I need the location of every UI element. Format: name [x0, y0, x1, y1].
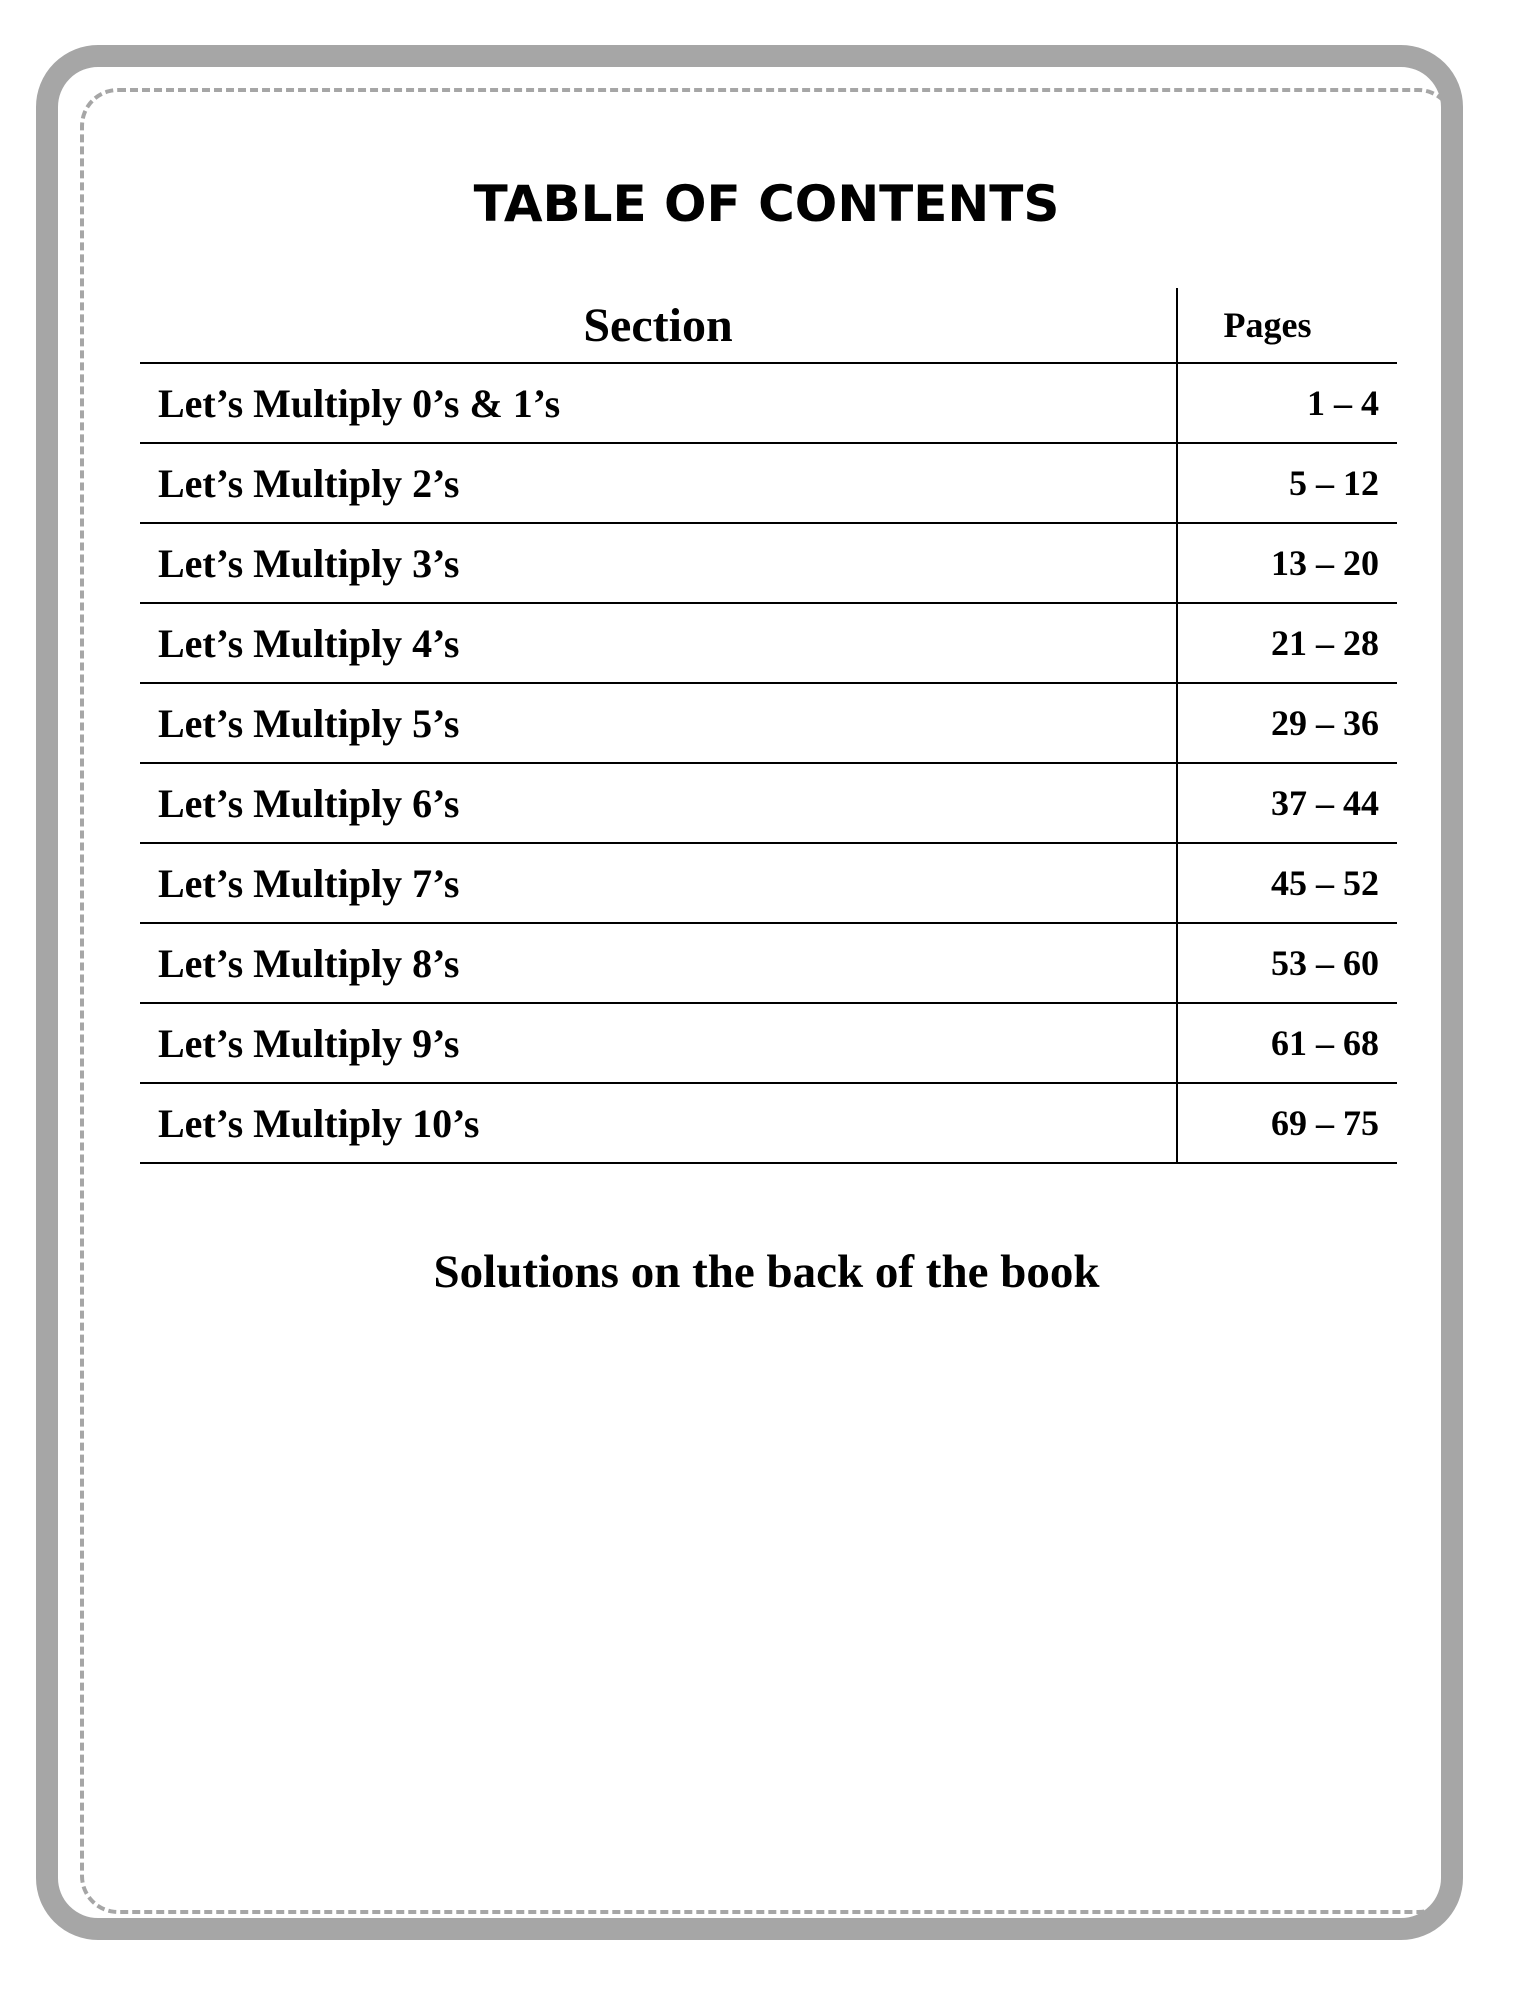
table-header-row: [140, 288, 1397, 363]
table-row: [140, 523, 1397, 603]
section-name: Let’s Multiply 0’s & 1’s: [140, 363, 1177, 443]
table-row: [140, 363, 1397, 443]
page-range: 53 – 60: [1177, 923, 1397, 1003]
table-row: [140, 843, 1397, 923]
page-range: 29 – 36: [1177, 683, 1397, 763]
page-range: 37 – 44: [1177, 763, 1397, 843]
section-name: Let’s Multiply 3’s: [140, 523, 1177, 603]
section-column-header: Section: [140, 288, 1177, 363]
page-range: 13 – 20: [1177, 523, 1397, 603]
section-name: Let’s Multiply 2’s: [140, 443, 1177, 523]
section-name: Let’s Multiply 10’s: [140, 1083, 1177, 1163]
table-row: [140, 683, 1397, 763]
section-name: Let’s Multiply 7’s: [140, 843, 1177, 923]
pages-column-header: Pages: [1177, 288, 1397, 363]
table-row: [140, 923, 1397, 1003]
page-range: 45 – 52: [1177, 843, 1397, 923]
table-row: [140, 443, 1397, 523]
section-name: Let’s Multiply 9’s: [140, 1003, 1177, 1083]
table-row: [140, 603, 1397, 683]
page-range: 69 – 75: [1177, 1083, 1397, 1163]
section-name: Let’s Multiply 5’s: [140, 683, 1177, 763]
section-name: Let’s Multiply 6’s: [140, 763, 1177, 843]
page-range: 61 – 68: [1177, 1003, 1397, 1083]
table-row: [140, 1083, 1397, 1163]
table-row: [140, 1003, 1397, 1083]
contents-table: [140, 288, 1397, 1164]
page-range: 5 – 12: [1177, 443, 1397, 523]
table-row: [140, 763, 1397, 843]
section-name: Let’s Multiply 8’s: [140, 923, 1177, 1003]
solutions-note: Solutions on the back of the book: [433, 1246, 1100, 1298]
page-title: TABLE OF CONTENTS: [473, 175, 1060, 233]
section-name: Let’s Multiply 4’s: [140, 603, 1177, 683]
page-range: 21 – 28: [1177, 603, 1397, 683]
page-range: 1 – 4: [1177, 363, 1397, 443]
